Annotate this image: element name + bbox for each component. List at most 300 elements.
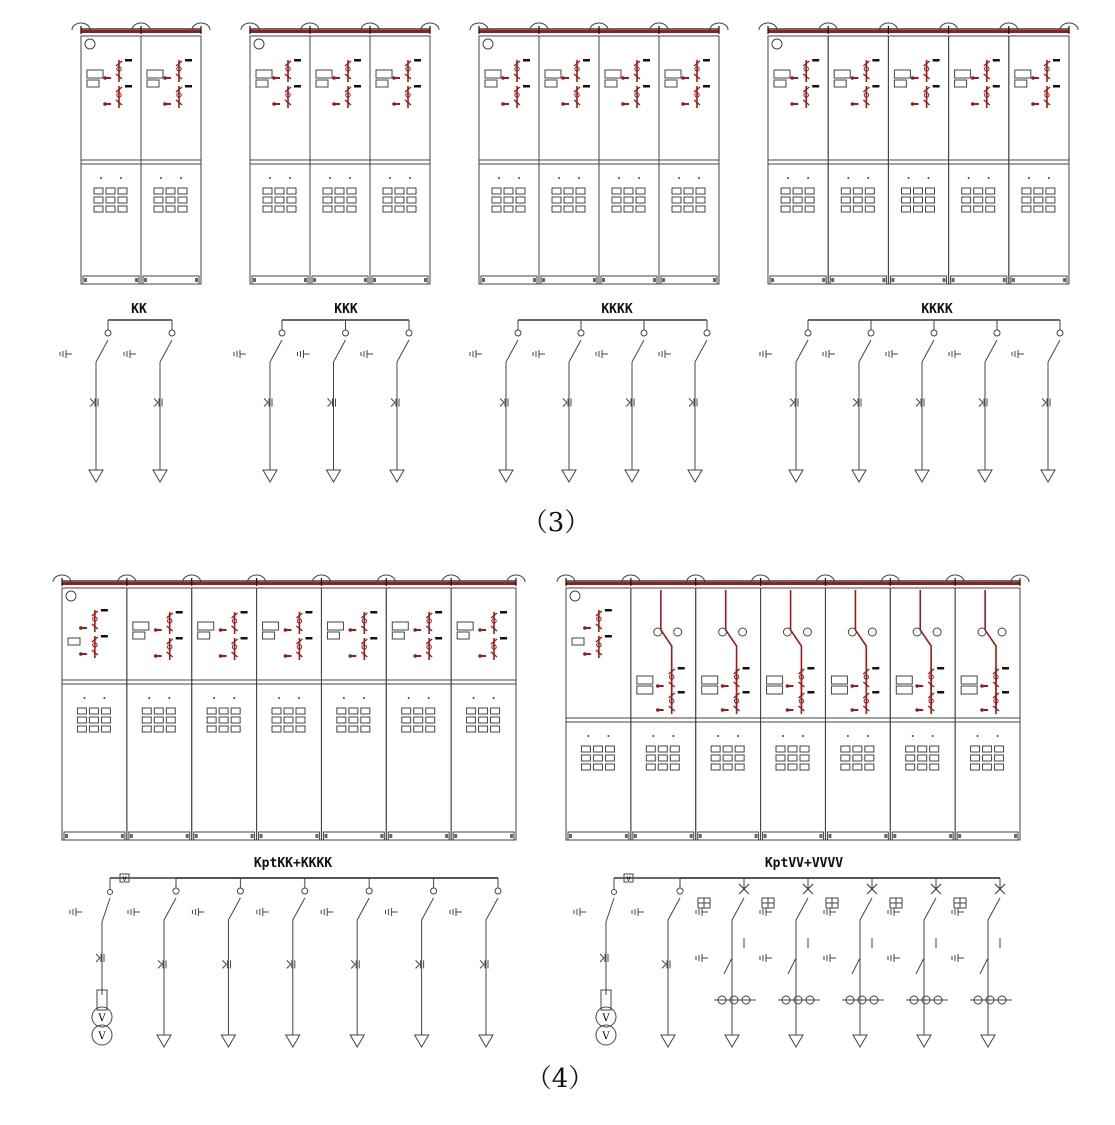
meter-window <box>894 80 906 87</box>
switchgear-panel <box>696 588 761 840</box>
cable-terminal-arrow <box>221 1035 235 1047</box>
indicator-window <box>564 197 573 203</box>
cable-terminal-arrow <box>661 1035 675 1047</box>
breaker-symbol <box>913 628 921 636</box>
indicator-window <box>402 717 411 723</box>
indicator-window <box>347 188 356 194</box>
indicator-window <box>1034 206 1043 212</box>
indicator-window <box>788 764 797 770</box>
panel-plinth <box>453 832 514 840</box>
meter-window <box>376 80 388 87</box>
bus-node <box>495 888 501 894</box>
indicator-window <box>711 764 720 770</box>
switchgear-panel <box>370 36 430 284</box>
bus-node <box>677 888 683 894</box>
indicator-window <box>1022 197 1031 203</box>
indicator-window <box>296 726 305 732</box>
indicator-window <box>805 206 814 212</box>
panel-plinth <box>601 276 657 284</box>
indicator-window <box>349 717 358 723</box>
indicator-window <box>426 726 435 732</box>
meter-window <box>376 70 392 78</box>
indicator-window <box>207 708 216 714</box>
cable-terminal-arrow <box>327 470 341 482</box>
panel-indicator-lamp <box>483 39 493 49</box>
cable-terminal-arrow <box>853 1035 867 1047</box>
meter-window <box>316 70 332 78</box>
indicator-window <box>492 188 501 194</box>
switchgear-panel <box>451 588 516 840</box>
indicator-window <box>865 755 874 761</box>
indicator-window <box>926 206 935 212</box>
meter-window <box>665 80 677 87</box>
meter-window <box>198 622 214 630</box>
switchgear-panel <box>192 588 257 840</box>
indicator-window <box>865 764 874 770</box>
indicator-window <box>101 717 110 723</box>
indicator-window <box>658 755 667 761</box>
bus-node <box>704 330 710 336</box>
indicator-window <box>776 746 785 752</box>
meter-window <box>605 80 617 87</box>
cable-terminal-arrow <box>157 1035 171 1047</box>
indicator-window <box>974 188 983 194</box>
switchgear-panel <box>250 36 310 284</box>
indicator-window <box>231 726 240 732</box>
busbar-top <box>768 30 1069 33</box>
meter-window <box>457 622 473 630</box>
indicator-window <box>1022 188 1031 194</box>
indicator-window <box>335 206 344 212</box>
indicator-window <box>1034 197 1043 203</box>
indicator-window <box>983 755 992 761</box>
indicator-window <box>516 206 525 212</box>
indicator-window <box>272 717 281 723</box>
switchgear-panel <box>81 36 141 284</box>
indicator-window <box>853 188 862 194</box>
breaker-symbol <box>674 628 682 636</box>
indicator-window <box>479 726 488 732</box>
indicator-window <box>219 726 228 732</box>
indicator-window <box>902 206 911 212</box>
indicator-window <box>646 764 655 770</box>
indicator-window <box>636 206 645 212</box>
switchgear-panel <box>659 36 719 284</box>
indicator-window <box>684 206 693 212</box>
indicator-window <box>986 197 995 203</box>
indicator-window <box>118 188 127 194</box>
indicator-window <box>1046 206 1055 212</box>
indicator-window <box>776 764 785 770</box>
breaker-symbol <box>719 628 727 636</box>
indicator-window <box>853 755 862 761</box>
indicator-window <box>402 708 411 714</box>
breaker-symbol <box>933 628 941 636</box>
indicator-window <box>612 197 621 203</box>
figure-caption-4: （4） <box>525 1064 595 1094</box>
meter-window <box>955 70 971 78</box>
feeder-branch <box>386 878 437 1047</box>
indicator-window <box>272 708 281 714</box>
indicator-window <box>337 708 346 714</box>
meter-window <box>316 80 328 87</box>
indicator-window <box>323 206 332 212</box>
indicator-window <box>284 717 293 723</box>
group-label-kptvv: KptVV+VVVV <box>764 856 844 871</box>
indicator-window <box>865 188 874 194</box>
indicator-window <box>986 188 995 194</box>
meter-window <box>894 70 910 78</box>
feeder-branch <box>257 878 308 1047</box>
indicator-window <box>696 206 705 212</box>
switchgear-panel <box>386 588 451 840</box>
indicator-window <box>793 188 802 194</box>
feeder-branch <box>886 320 937 482</box>
indicator-window <box>974 206 983 212</box>
panel-plinth <box>957 832 1018 840</box>
single-line-group-vpt <box>574 874 1000 1045</box>
indicator-window <box>624 188 633 194</box>
indicator-window <box>624 197 633 203</box>
indicator-window <box>118 206 127 212</box>
switchgear-panel <box>321 588 386 840</box>
indicator-window <box>77 726 86 732</box>
indicator-window <box>841 188 850 194</box>
meter-window <box>327 632 339 639</box>
indicator-window <box>581 746 590 752</box>
indicator-window <box>841 206 850 212</box>
indicator-window <box>347 197 356 203</box>
indicator-window <box>395 197 404 203</box>
bus-node <box>366 888 372 894</box>
panel-plinth <box>890 276 946 284</box>
indicator-window <box>89 717 98 723</box>
feeder-branch <box>632 878 683 1047</box>
meter-window <box>955 80 967 87</box>
indicator-window <box>504 206 513 212</box>
indicator-window <box>1046 197 1055 203</box>
panel-plinth <box>951 276 1007 284</box>
indicator-window <box>793 206 802 212</box>
feeder-branch <box>1012 320 1063 482</box>
switchgear-panel <box>62 588 127 840</box>
indicator-window <box>166 717 175 723</box>
panel-plinth <box>541 276 597 284</box>
indicator-window <box>711 746 720 752</box>
group-label-kkk: KKK <box>334 302 358 317</box>
meter-window <box>702 676 718 684</box>
indicator-window <box>383 197 392 203</box>
panel-elevations <box>53 23 1078 840</box>
cable-terminal-arrow <box>479 1035 493 1047</box>
indicator-window <box>77 717 86 723</box>
group-label-kk: KK <box>131 302 147 317</box>
bus-node <box>578 330 584 336</box>
panel-plinth <box>568 832 629 840</box>
indicator-window <box>593 764 602 770</box>
indicator-window <box>841 746 850 752</box>
indicator-window <box>426 708 435 714</box>
indicator-window <box>612 188 621 194</box>
pt-symbol-label: V <box>602 1031 610 1042</box>
meter-window <box>485 80 497 87</box>
indicator-window <box>504 188 513 194</box>
meter-window <box>256 70 272 78</box>
meter-window <box>545 80 557 87</box>
bus-node <box>406 330 412 336</box>
cable-terminal-arrow <box>725 1035 739 1047</box>
meter-window <box>702 686 718 694</box>
indicator-window <box>711 755 720 761</box>
indicator-window <box>672 206 681 212</box>
cable-terminal-arrow <box>390 470 404 482</box>
cable-terminal-arrow <box>625 470 639 482</box>
indicator-window <box>414 717 423 723</box>
indicator-window <box>467 717 476 723</box>
indicator-window <box>491 717 500 723</box>
feeder-branch <box>659 320 710 482</box>
indicator-window <box>491 726 500 732</box>
indicator-window <box>971 764 980 770</box>
indicator-window <box>335 188 344 194</box>
indicator-window <box>275 197 284 203</box>
indicator-window <box>853 206 862 212</box>
indicator-window <box>142 726 151 732</box>
indicator-window <box>841 197 850 203</box>
feeder-branch <box>696 878 756 1047</box>
busbar-top <box>566 582 1020 585</box>
feeder-branch <box>888 878 948 1047</box>
pt-symbol-label: V <box>98 1031 106 1042</box>
indicator-window <box>735 764 744 770</box>
indicator-window <box>735 746 744 752</box>
indicator-window <box>395 206 404 212</box>
indicator-window <box>263 206 272 212</box>
panel-plinth <box>372 276 428 284</box>
meter-window <box>637 676 653 684</box>
indicator-window <box>407 197 416 203</box>
indicator-window <box>154 717 163 723</box>
panel-lineup <box>72 23 210 284</box>
feeder-branch <box>949 320 1000 482</box>
indicator-window <box>178 197 187 203</box>
indicator-window <box>1022 206 1031 212</box>
panel-plinth <box>129 832 190 840</box>
indicator-window <box>581 764 590 770</box>
feeder-branch <box>952 878 1012 1047</box>
indicator-window <box>962 197 971 203</box>
indicator-window <box>995 764 1004 770</box>
indicator-window <box>564 206 573 212</box>
panel-plinth <box>661 276 717 284</box>
bus-node <box>515 330 521 336</box>
pt-symbol-label: V <box>98 1013 106 1024</box>
meter-window <box>133 622 149 630</box>
indicator-window <box>670 764 679 770</box>
indicator-window <box>865 197 874 203</box>
meter-window <box>896 676 912 684</box>
bus-node <box>302 888 308 894</box>
indicator-window <box>971 755 980 761</box>
indicator-window <box>918 764 927 770</box>
panel-frame <box>761 588 826 840</box>
switchgear-panel <box>599 36 659 284</box>
indicator-window <box>361 726 370 732</box>
indicator-window <box>287 188 296 194</box>
meter-window <box>256 80 268 87</box>
indicator-window <box>781 197 790 203</box>
indicator-window <box>207 726 216 732</box>
indicator-window <box>154 188 163 194</box>
indicator-window <box>962 188 971 194</box>
indicator-window <box>106 197 115 203</box>
switchgear-panel <box>310 36 370 284</box>
feeder-branch <box>533 320 584 482</box>
meter-window <box>834 70 850 78</box>
feeder-branch <box>760 320 811 482</box>
panel-plinth <box>259 832 320 840</box>
meter-window <box>263 632 275 639</box>
pt-feeder <box>574 874 633 1045</box>
busbar-top <box>62 582 516 585</box>
feeder-branch <box>824 878 884 1047</box>
meter-window <box>831 676 847 684</box>
panel-frame <box>631 588 696 840</box>
svg-text:V: V <box>122 875 127 883</box>
indicator-window <box>479 717 488 723</box>
indicator-window <box>564 188 573 194</box>
indicator-window <box>962 206 971 212</box>
bus-node <box>237 888 243 894</box>
cable-terminal-arrow <box>852 470 866 482</box>
indicator-window <box>263 188 272 194</box>
single-line-group <box>128 878 501 1047</box>
indicator-window <box>492 197 501 203</box>
meter-window <box>767 686 783 694</box>
feeder-branch <box>760 878 820 1047</box>
indicator-window <box>407 188 416 194</box>
panel-lineup <box>53 575 525 840</box>
pt-symbol-label: V <box>602 1013 610 1024</box>
group-label-kptkk: KptKK+KKKK <box>253 856 333 871</box>
single-line-group <box>470 320 710 482</box>
bus-node <box>641 330 647 336</box>
pt-feeder <box>70 874 129 1045</box>
indicator-window <box>576 206 585 212</box>
indicator-window <box>231 708 240 714</box>
meter-window <box>392 622 408 630</box>
indicator-window <box>658 764 667 770</box>
indicator-window <box>646 746 655 752</box>
panel-indicator-lamp <box>66 591 76 601</box>
cable-terminal-arrow <box>286 1035 300 1047</box>
indicator-window <box>154 726 163 732</box>
indicator-window <box>361 708 370 714</box>
indicator-window <box>154 708 163 714</box>
switchgear-panel <box>631 588 696 840</box>
indicator-window <box>94 188 103 194</box>
panel-lineup <box>241 23 439 284</box>
indicator-window <box>492 206 501 212</box>
panel-plinth <box>1011 276 1067 284</box>
meter-window <box>767 676 783 684</box>
indicator-window <box>516 188 525 194</box>
indicator-window <box>402 726 411 732</box>
single-line-group <box>60 320 175 482</box>
indicator-window <box>272 726 281 732</box>
switchgear-panel <box>949 36 1009 284</box>
meter-window <box>1015 80 1027 87</box>
bus-node <box>612 890 617 895</box>
feeder-branch <box>321 878 372 1047</box>
indicator-window <box>672 197 681 203</box>
meter-window <box>545 70 561 78</box>
indicator-window <box>926 188 935 194</box>
panel-indicator-lamp <box>570 591 580 601</box>
indicator-window <box>995 746 1004 752</box>
indicator-window <box>491 708 500 714</box>
indicator-window <box>504 197 513 203</box>
indicator-window <box>287 206 296 212</box>
panel-lineup <box>470 23 728 284</box>
indicator-window <box>841 755 850 761</box>
panel-plinth <box>323 832 384 840</box>
meter-window <box>831 686 847 694</box>
cable-terminal-arrow <box>1041 470 1055 482</box>
panel-frame <box>955 588 1020 840</box>
indicator-window <box>323 188 332 194</box>
indicator-window <box>106 206 115 212</box>
feeder-branch <box>596 320 647 482</box>
indicator-window <box>1034 188 1043 194</box>
feeder-branch <box>192 878 243 1047</box>
indicator-window <box>284 726 293 732</box>
meter-window <box>198 632 210 639</box>
indicator-window <box>576 188 585 194</box>
indicator-window <box>605 746 614 752</box>
meter-window <box>1015 70 1031 78</box>
indicator-window <box>207 717 216 723</box>
indicator-window <box>696 188 705 194</box>
indicator-window <box>287 197 296 203</box>
indicator-window <box>902 197 911 203</box>
bus-node <box>105 330 111 336</box>
indicator-window <box>94 206 103 212</box>
indicator-window <box>605 755 614 761</box>
indicator-window <box>974 197 983 203</box>
meter-window <box>87 70 103 78</box>
indicator-window <box>723 746 732 752</box>
indicator-window <box>800 746 809 752</box>
indicator-window <box>296 717 305 723</box>
indicator-window <box>684 188 693 194</box>
indicator-window <box>593 755 602 761</box>
indicator-window <box>781 188 790 194</box>
meter-window <box>665 70 681 78</box>
indicator-window <box>612 206 621 212</box>
indicator-window <box>983 746 992 752</box>
bus-node <box>173 888 179 894</box>
bus-node <box>931 330 937 336</box>
indicator-window <box>865 206 874 212</box>
figure-caption-3: （3） <box>521 508 591 538</box>
switchgear-panel <box>127 588 192 840</box>
indicator-window <box>284 708 293 714</box>
meter-window <box>147 70 163 78</box>
feeder-branch <box>128 878 179 1047</box>
switchgear-panel <box>539 36 599 284</box>
indicator-window <box>101 708 110 714</box>
